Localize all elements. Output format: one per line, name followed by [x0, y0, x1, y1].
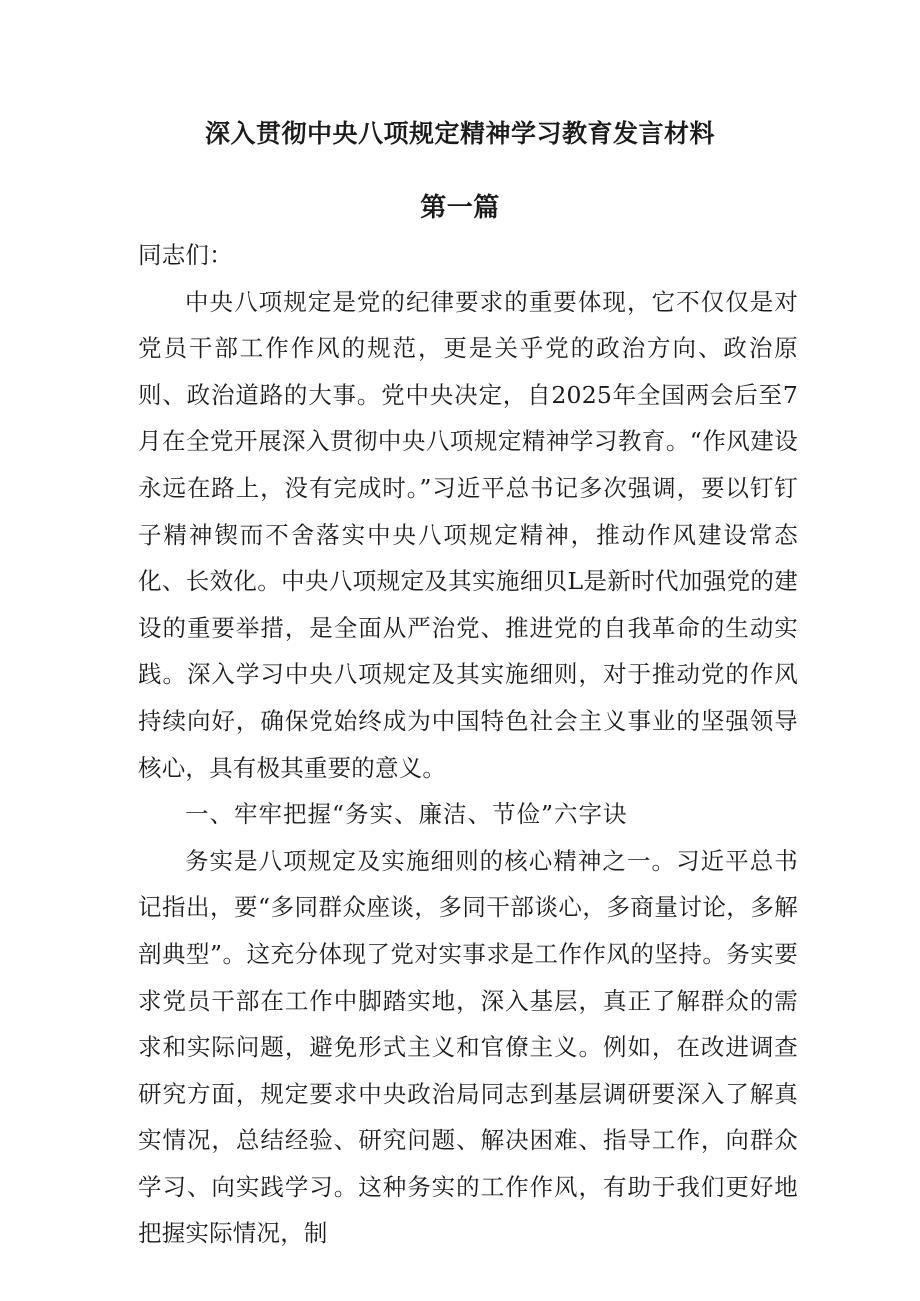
salutation: 同志们： — [138, 241, 233, 269]
body-paragraph: 中央八项规定是党的纪律要求的重要体现，它不仅仅是对党员干部工作作风的规范，更是关乎党的政治方向、政治原则、政治道路的大事。党中央决定，自2025年全国两会后至7月在全党开展深入贯彻中央八项规定精神学习教育。“作风建设永远在路上，没有完成时。”习近平总书记多次强调，要以钉钉子精神锲而不舍落实中央八项规定精神，推动作风建设常态化、长效化。中央八项规定及其实施细贝L是新时代加强党的建设的重要举措，是全面从严治党、推进党的自我革命的生动实践。深入学习中央八项规定及其实施细则，对于推动党的作风持续向好，确保党始终成为中国特色社会主义事业的坚强领导核心，具有极其重要的意义。 — [138, 287, 798, 782]
section-heading: 一、牢牢把握“务实、廉洁、节俭”六字诀 — [185, 800, 628, 829]
document-body — [138, 232, 798, 1257]
section-paragraph: 务实是八项规定及实施细则的核心精神之一。习近平总书记指出，要“多同群众座谈，多同干部谈心，多商量讨论，多解剖典型”。这充分体现了党对实事求是工作作风的坚持。务实要求党员干部在工作中脚踏实地，深入基层，真正了解群众的需求和实际问题，避免形式主义和官僚主义。例如，在改进调查研究方面，规定要求中央政治局同志到基层调研要深入了解真实情况，总结经验、研究问题、解决困难、指导工作，向群众学习、向实践学习。这种务实的工作作风，有助于我们更好地把握实际情况，制 — [138, 846, 798, 1248]
document-subtitle: 第一篇 — [420, 193, 500, 223]
document-title: 深入贯彻中央八项规定精神学习教育发言材料 — [204, 119, 715, 148]
